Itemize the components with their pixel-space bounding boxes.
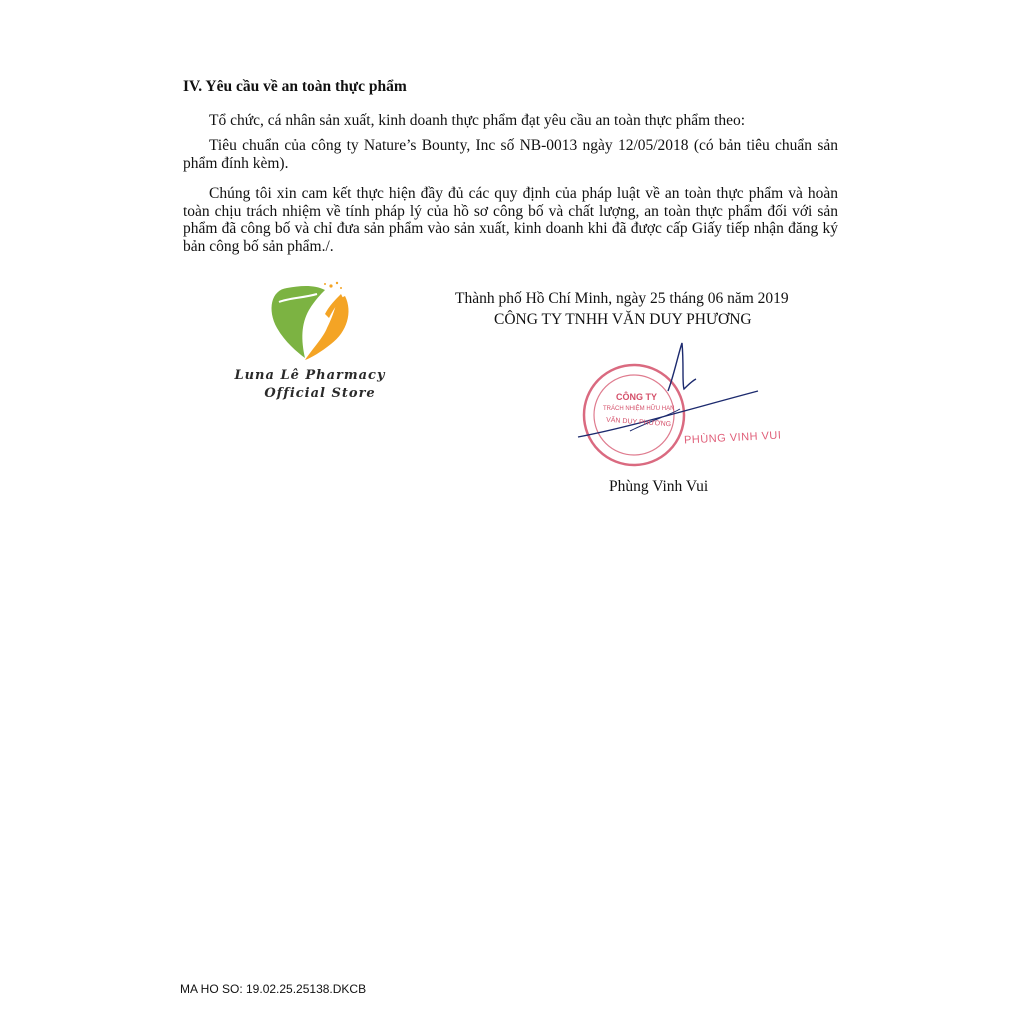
dossier-code: MA HO SO: 19.02.25.25138.DKCB [180,982,367,996]
paragraph-standard: Tiêu chuẩn của công ty Nature’s Bounty, Inc số NB-0013 ngày 12/05/2018 (có bản tiêu chuẩn sản phẩm đính kèm). [183,137,838,172]
company-name: CÔNG TY TNHH VĂN DUY PHƯƠNG [494,311,752,328]
store-logo [230,280,390,410]
stamp-text-company: CÔNG TY [616,392,658,402]
paragraph-commitment: Chúng tôi xin cam kết thực hiện đầy đủ các quy định của pháp luật về an toàn thực phẩm và hoàn toàn chịu trách nhiệm về tính pháp lý của hồ sơ công bố và chất lượng, an toàn thực phẩm đối với sản phẩm đã công bố và chỉ đưa sản phẩm vào sản xuất, kinh doanh khi đã được cấp Giấy tiếp nhận đăng ký bản công bố sản phẩm./. [183,185,838,255]
logo-line-store-name: Luna Lê Pharmacy [234,368,386,383]
signer-name: Phùng Vinh Vui [609,478,709,495]
stamp-text-name: VĂN DUY PHƯƠNG [605,416,672,429]
stamped-signer-name: PHÙNG VINH VUI [683,429,782,447]
stamp-text-type: TRÁCH NHIỆM HỮU HẠN [603,406,675,412]
paragraph-requirements-intro: Tổ chức, cá nhân sản xuất, kinh doanh thực phẩm đạt yêu cầu an toàn thực phẩm theo: [209,112,746,129]
section-heading: IV. Yêu cầu về an toàn thực phẩm [183,78,407,95]
logo-line-official-store: Official Store [264,386,376,401]
stamp-signature-graphic [570,335,800,475]
heart-leaf-hand-icon [265,280,355,362]
company-stamp-and-signature [570,335,800,475]
place-and-date: Thành phố Hồ Chí Minh, ngày 25 tháng 06 năm 2019 [455,290,789,307]
